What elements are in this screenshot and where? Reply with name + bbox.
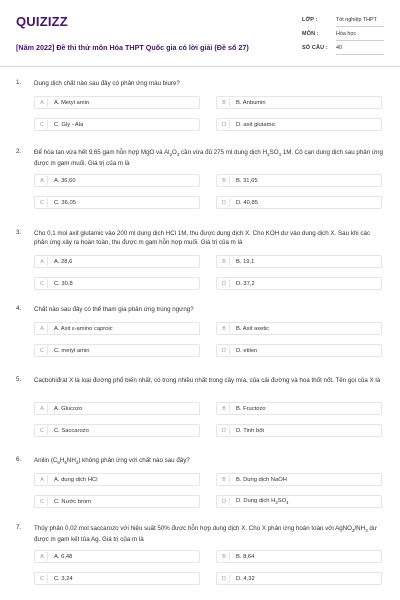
option-d[interactable] [216, 572, 382, 585]
option-text: D. 40,85 [236, 199, 258, 206]
option-letter: C [37, 120, 48, 129]
option-text: C. Gly - Ala [54, 121, 84, 128]
option-letter: B [219, 404, 230, 413]
option-a[interactable] [34, 402, 200, 415]
option-b[interactable] [216, 96, 382, 109]
option-c[interactable] [34, 196, 200, 209]
option-a[interactable] [34, 322, 200, 335]
option-text: D. axit glutamic [236, 121, 276, 128]
option-letter: D [219, 120, 230, 129]
option-a[interactable] [34, 96, 200, 109]
option-letter: A [37, 404, 48, 413]
question-number: 1. [16, 79, 22, 86]
question-number: 4. [16, 305, 22, 312]
option-letter: D [219, 346, 230, 355]
meta-info [302, 17, 384, 59]
option-c[interactable] [34, 277, 200, 290]
option-c[interactable] [34, 344, 200, 357]
option-d[interactable] [216, 277, 382, 290]
option-text: A. Metyl amin [54, 99, 90, 106]
option-text: C. 36,05 [54, 199, 76, 206]
option-text: B. 19,1 [236, 258, 255, 265]
header [16, 14, 384, 64]
question-text: Thủy phân 0,02 mol saccarozo với hiệu suất 50% được hỗn hợp dung dịch X. Cho X phản ứng hoàn toàn với $AgNO_3/NH_3$ dư được m gam kết tủa Ag. Giá trị của m là [34, 525, 377, 544]
option-letter: B [219, 257, 230, 266]
option-text: B. Axit axetic [236, 325, 270, 332]
option-a[interactable] [34, 550, 200, 563]
meta-label-subject: MÔN : [302, 31, 319, 37]
header-divider [0, 66, 400, 67]
question-number: 7. [16, 524, 22, 531]
question-text: Cacbohiđrat X là loại đường phổ biến nhất, có trong nhiều nhất trong cây mía, của cải đường và hoa thốt nốt. Tên gọi của X là [34, 377, 381, 384]
option-letter: B [219, 324, 230, 333]
option-letter: D [219, 574, 230, 583]
option-a[interactable] [34, 473, 200, 486]
question-text: Chất nào sau đây có thể tham gia phản ứng trùng ngưng? [34, 306, 194, 313]
option-letter: B [219, 552, 230, 561]
option-letter: A [37, 324, 48, 333]
option-text: B. Anbumin [236, 99, 266, 106]
meta-value-class: Tốt nghiệp THPT [336, 17, 384, 27]
option-letter: C [37, 198, 48, 207]
meta-value-subject: Hóa học [336, 31, 384, 41]
option-letter: A [37, 257, 48, 266]
question-number: 2. [16, 148, 22, 155]
option-text: D. 37,2 [236, 280, 255, 287]
option-letter: B [219, 475, 230, 484]
document-title: [Năm 2022] Đề thi thử môn Hóa THPT Quốc gia có lời giải (Đề số 27) [16, 43, 249, 52]
option-letter: C [37, 346, 48, 355]
option-c[interactable] [34, 424, 200, 437]
option-text: A. 6,48 [54, 553, 73, 560]
option-b[interactable] [216, 550, 382, 563]
option-letter: A [37, 98, 48, 107]
option-b[interactable] [216, 322, 382, 335]
option-text: A. dung dịch HCl [54, 476, 98, 483]
option-letter: D [219, 198, 230, 207]
option-letter: C [37, 574, 48, 583]
option-text: B. Dung dịch NaOH [236, 476, 287, 483]
option-text: D. 4,32 [236, 575, 255, 582]
option-d[interactable] [216, 344, 382, 357]
option-text: C. metyl amin [54, 347, 90, 354]
option-letter: C [37, 279, 48, 288]
option-text: B. 31,65 [236, 177, 258, 184]
option-d[interactable] [216, 495, 382, 508]
option-text: C. Saccarozo [54, 427, 89, 434]
meta-row-class [302, 17, 384, 31]
question-text: Cho 0,1 mol axit glutamic vào 200 ml dung dịch HCl 1M, thu được dung dịch X. Cho KOH dư vào dung dịch X. Sau khi các phản ứng xảy ra hoàn toàn, thu được m gam hỗn hợp muối. Giá trị của m là [34, 230, 370, 246]
option-d[interactable] [216, 424, 382, 437]
option-a[interactable] [34, 255, 200, 268]
option-d[interactable] [216, 118, 382, 131]
option-letter: D [219, 279, 230, 288]
option-text: D. etilen [236, 347, 258, 354]
meta-row-subject [302, 31, 384, 45]
option-text: A. 28,6 [54, 258, 73, 265]
meta-label-class: LỚP : [302, 17, 318, 23]
option-letter: B [219, 176, 230, 185]
option-c[interactable] [34, 495, 200, 508]
meta-label-count: SỐ CÂU : [302, 45, 328, 51]
option-b[interactable] [216, 255, 382, 268]
option-text: A. Glucozo [54, 405, 83, 412]
option-letter: A [37, 552, 48, 561]
option-letter: D [219, 426, 230, 435]
option-letter: C [37, 426, 48, 435]
option-letter: A [37, 176, 48, 185]
option-text: D. Dung dịch $H_2SO_4$ [236, 497, 289, 506]
option-b[interactable] [216, 402, 382, 415]
option-letter: C [37, 497, 48, 506]
option-text: A. Axit ε-amino caproic [54, 325, 113, 332]
question-number: 5. [16, 376, 22, 383]
question-text: Dung dịch chất nào sau đây có phản ứng màu biure? [34, 80, 180, 87]
question-text: Để hòa tan vừa hết 9,65 gam hỗn hợp MgO và $Al_2O_3$ cần vừa đủ 275 ml dung dịch $H_2SO_4$ 1M. Cô cạn dung dịch sau phản ứng được m gam muối. Giá trị của m là [34, 149, 383, 168]
question-number: 3. [16, 229, 22, 236]
option-d[interactable] [216, 196, 382, 209]
question-text: Anilin $(C_6H_5NH_2)$ không phản ứng với chất nào sau đây? [34, 457, 190, 466]
option-c[interactable] [34, 572, 200, 585]
quizizz-logo: QUIZIZZ [16, 14, 68, 29]
meta-row-count [302, 45, 384, 59]
option-text: B. 8,64 [236, 553, 255, 560]
option-c[interactable] [34, 118, 200, 131]
option-text: A. 36,60 [54, 177, 76, 184]
option-letter: D [219, 497, 230, 506]
question-number: 6. [16, 456, 22, 463]
option-text: B. Fructozo [236, 405, 266, 412]
option-text: C. 3,24 [54, 575, 73, 582]
meta-value-count: 40 [336, 45, 384, 55]
option-text: C. Nước brom [54, 498, 91, 505]
option-a[interactable] [34, 174, 200, 187]
option-letter: B [219, 98, 230, 107]
option-b[interactable] [216, 473, 382, 486]
option-text: D. Tinh bột [236, 427, 265, 434]
option-letter: A [37, 475, 48, 484]
option-b[interactable] [216, 174, 382, 187]
option-text: C. 30,8 [54, 280, 73, 287]
